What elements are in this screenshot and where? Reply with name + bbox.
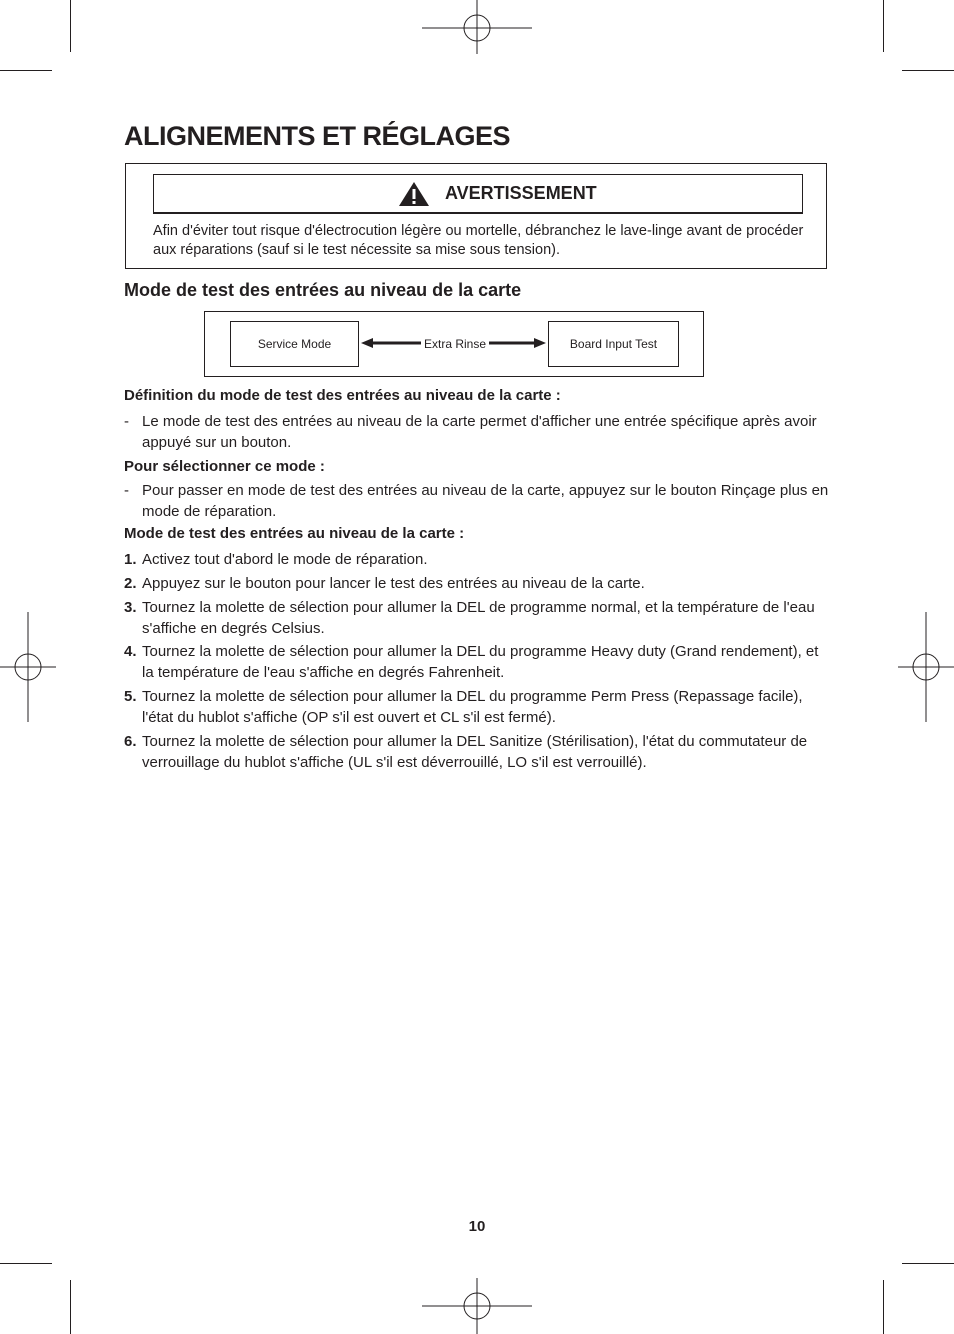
definition-text: Le mode de test des entrées au niveau de la carte permet d'afficher une entrée spécifique après avoir appuyé sur un bouton. [142,413,817,451]
crop-mark [883,1280,884,1334]
step-text: Tournez la molette de sélection pour allumer la DEL de programme normal, et la température de l'eau s'affiche en degrés Celsius. [142,599,815,637]
step-number: 5. [124,688,137,705]
step-text: Tournez la molette de sélection pour allumer la DEL du programme Perm Press (Repassage facile), l'état du hublot s'affiche (OP s'il est ouvert et CL s'il est fermé). [142,688,803,726]
step-item [124,597,834,639]
crop-mark [70,0,71,52]
select-mode-bullet [124,480,834,522]
crop-mark [0,70,52,71]
step-number: 2. [124,575,137,592]
warning-triangle-icon [398,181,430,207]
crop-mark [902,70,954,71]
extra-rinse-label: Extra Rinse [421,336,489,352]
step-number: 1. [124,551,137,568]
board-input-test-box: Board Input Test [548,321,679,367]
bullet-dash: - [124,413,129,430]
warning-header [153,174,803,213]
crop-mark [902,1263,954,1264]
select-mode-heading: Pour sélectionner ce mode : [124,458,325,475]
step-text: Tournez la molette de sélection pour allumer la DEL du programme Heavy duty (Grand rendement), et la température de l'eau s'affiche en degrés Fahrenheit. [142,643,819,681]
step-item [124,549,834,570]
crop-mark [883,0,884,52]
page-number: 10 [468,1218,486,1235]
section-title: Mode de test des entrées au niveau de la carte [124,280,522,300]
step-text: Tournez la molette de sélection pour allumer la DEL Sanitize (Stérilisation), l'état du commutateur de verrouillage du hublot s'affiche (UL s'il est déverrouillé, LO s'il est verrouillé). [142,733,808,771]
crop-mark [70,1280,71,1334]
mode-diagram [204,311,704,377]
select-mode-text: Pour passer en mode de test des entrées au niveau de la carte, appuyez sur le bouton Rinçage plus en mode de réparation. [142,482,829,520]
warning-label: AVERTISSEMENT [445,183,597,203]
service-mode-box: Service Mode [230,321,359,367]
step-item [124,573,834,594]
registration-mark-bottom [422,1278,532,1334]
registration-mark-left [0,612,56,722]
step-item [124,686,834,728]
crop-mark [0,1263,52,1264]
definition-heading: Définition du mode de test des entrées au niveau de la carte : [124,387,561,404]
bullet-dash: - [124,482,129,499]
step-number: 3. [124,599,137,616]
step-text: Appuyez sur le bouton pour lancer le test des entrées au niveau de la carte. [142,575,645,592]
registration-mark-right [898,612,954,722]
step-text: Activez tout d'abord le mode de réparation. [142,551,428,568]
registration-mark-top [422,0,532,56]
step-number: 4. [124,643,137,660]
test-mode-heading: Mode de test des entrées au niveau de la carte : [124,525,465,542]
step-item [124,731,834,773]
step-item [124,641,834,683]
step-number: 6. [124,733,137,750]
warning-text: Afin d'éviter tout risque d'électrocution légère ou mortelle, débranchez le lave-linge avant de procéder aux réparations (sauf si le test nécessite sa mise sous tension). [153,223,804,258]
warning-box [125,163,827,269]
page-title: ALIGNEMENTS ET RÉGLAGES [124,121,511,151]
definition-bullet [124,411,834,453]
